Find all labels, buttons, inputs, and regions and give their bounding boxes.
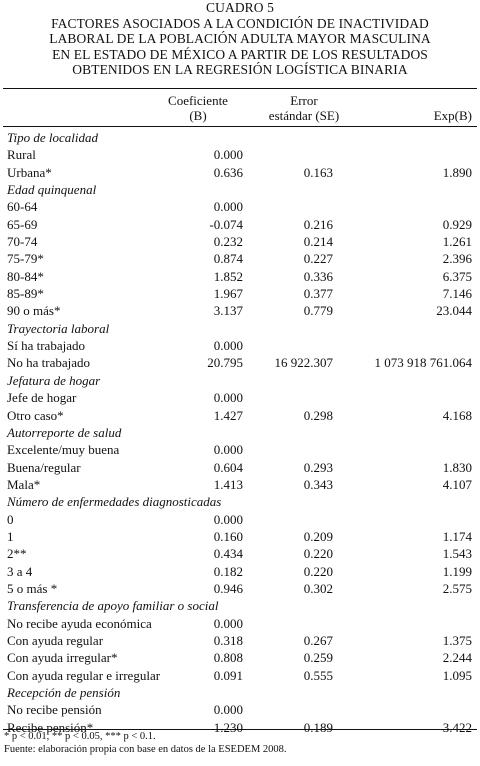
- section-heading-row: [3, 320, 477, 337]
- row-label: 2**: [7, 546, 27, 562]
- row-label: Con ayuda irregular*: [7, 650, 118, 666]
- standard-error-cell: 0.298: [303, 407, 333, 423]
- row-label: Excelente/muy buena: [7, 442, 120, 458]
- table-header: [0, 0, 480, 78]
- standard-error-cell: 16 922.307: [274, 355, 333, 371]
- coefficient-cell: 0.874: [213, 251, 243, 267]
- exp-b-cell: 1.543: [442, 546, 472, 562]
- row-label: Con ayuda regular e irregular: [7, 667, 161, 683]
- section-heading-row: [3, 684, 477, 701]
- coefficient-cell: 0.604: [213, 459, 243, 475]
- row-label: Sí ha trabajado: [7, 338, 85, 354]
- column-header-coefficient-line-2: (B): [189, 108, 207, 123]
- exp-b-cell: 7.146: [442, 286, 472, 302]
- table-row: [3, 459, 477, 476]
- exp-b-cell: 1.174: [442, 528, 472, 544]
- coefficient-cell: 0.000: [213, 702, 243, 718]
- table-row: [3, 649, 477, 666]
- significance-note: * p < 0.01, ** p < 0.05, *** p < 0.1.: [4, 731, 156, 742]
- coefficient-cell: 1.230: [213, 719, 243, 735]
- coefficient-cell: 0.091: [213, 667, 243, 683]
- standard-error-cell: 0.779: [303, 303, 333, 319]
- row-label: Buena/regular: [7, 459, 81, 475]
- table-row: [3, 216, 477, 233]
- row-label: 85-89*: [7, 286, 44, 302]
- coefficient-cell: 1.413: [213, 476, 243, 492]
- table-row: [3, 389, 477, 406]
- section-heading: Transferencia de apoyo familiar o social: [7, 598, 219, 614]
- exp-b-cell: 1.199: [442, 563, 472, 579]
- coefficient-cell: 0.000: [213, 511, 243, 527]
- coefficient-cell: 1.967: [213, 286, 243, 302]
- coefficient-cell: 1.852: [213, 268, 243, 284]
- coefficient-cell: 0.000: [213, 442, 243, 458]
- section-heading-row: [3, 181, 477, 198]
- table-row: [3, 476, 477, 493]
- standard-error-cell: 0.293: [303, 459, 333, 475]
- section-heading-row: [3, 372, 477, 389]
- table-row: [3, 441, 477, 458]
- exp-b-cell: 2.244: [442, 650, 472, 666]
- table-notes: [4, 731, 287, 756]
- standard-error-cell: 0.259: [303, 650, 333, 666]
- coefficient-cell: 0.232: [213, 234, 243, 250]
- table-row: [3, 545, 477, 562]
- table-title-line-2: LABORAL DE LA POBLACIÓN ADULTA MAYOR MASCULINA: [49, 31, 431, 47]
- standard-error-cell: 0.343: [303, 476, 333, 492]
- table-title-line-1: FACTORES ASOCIADOS A LA CONDICIÓN DE INACTIVIDAD: [51, 15, 429, 31]
- exp-b-cell: 1.890: [442, 164, 472, 180]
- column-header-se-line-1: Error: [290, 93, 318, 108]
- row-label: 75-79*: [7, 251, 44, 267]
- table-row: [3, 337, 477, 354]
- bottom-rule: [3, 729, 477, 730]
- table-row: [3, 528, 477, 545]
- table-row: [3, 146, 477, 163]
- coefficient-cell: 0.000: [213, 147, 243, 163]
- standard-error-cell: 0.220: [303, 546, 333, 562]
- coefficient-cell: 0.000: [213, 615, 243, 631]
- table-row: [3, 233, 477, 250]
- standard-error-cell: 0.163: [303, 164, 333, 180]
- column-header-exp: Exp(B): [433, 108, 472, 123]
- row-label: Otro caso*: [7, 407, 64, 423]
- row-label: No recibe pensión: [7, 702, 102, 718]
- row-label: Urbana*: [7, 164, 52, 180]
- row-label: 1: [7, 528, 14, 544]
- row-label: 90 o más*: [7, 303, 61, 319]
- standard-error-cell: 0.267: [303, 632, 333, 648]
- exp-b-cell: 1.095: [442, 667, 472, 683]
- row-label: Con ayuda regular: [7, 632, 104, 648]
- table-row: [3, 615, 477, 632]
- row-label: No ha trabajado: [7, 355, 91, 371]
- table-row: [3, 268, 477, 285]
- section-heading-row: [3, 424, 477, 441]
- table-title-line-3: EN EL ESTADO DE MÉXICO A PARTIR DE LOS RESULTADOS: [52, 46, 428, 62]
- header-rule: [3, 126, 477, 127]
- coefficient-cell: 0.318: [213, 632, 243, 648]
- column-header-standard-error: [256, 93, 352, 123]
- row-label: Rural: [7, 147, 36, 163]
- standard-error-cell: 0.377: [303, 286, 333, 302]
- coefficient-cell: -0.074: [209, 216, 243, 232]
- exp-b-cell: 4.168: [442, 407, 472, 423]
- standard-error-cell: 0.189: [303, 719, 333, 735]
- standard-error-cell: 0.336: [303, 268, 333, 284]
- exp-b-cell: 2.575: [442, 580, 472, 596]
- source-note: Fuente: elaboración propia con base en datos de la ESEDEM 2008.: [4, 743, 287, 755]
- column-header-coefficient: [150, 93, 246, 123]
- section-heading-row: [3, 129, 477, 146]
- section-heading: Trayectoria laboral: [7, 320, 110, 336]
- coefficient-cell: 0.636: [213, 164, 243, 180]
- coefficient-cell: 0.160: [213, 528, 243, 544]
- coefficient-cell: 20.795: [207, 355, 243, 371]
- table-caption: CUADRO 5: [206, 0, 274, 15]
- coefficient-cell: 0.000: [213, 338, 243, 354]
- exp-b-cell: 0.929: [442, 216, 472, 232]
- section-heading-row: [3, 597, 477, 614]
- coefficient-cell: 0.808: [213, 650, 243, 666]
- table-row: [3, 632, 477, 649]
- coefficient-cell: 0.000: [213, 390, 243, 406]
- section-heading: Edad quinquenal: [7, 182, 97, 198]
- exp-b-cell: 3.422: [442, 719, 472, 735]
- exp-b-cell: 23.044: [436, 303, 472, 319]
- row-label: Jefe de hogar: [7, 390, 77, 406]
- table-row: [3, 198, 477, 215]
- top-rule: [3, 88, 477, 89]
- coefficient-cell: 0.946: [213, 580, 243, 596]
- table-row: [3, 354, 477, 371]
- exp-b-cell: 1.261: [442, 234, 472, 250]
- section-heading: Tipo de localidad: [7, 130, 98, 145]
- table-row: [3, 285, 477, 302]
- coefficient-cell: 0.000: [213, 199, 243, 215]
- standard-error-cell: 0.216: [303, 216, 333, 232]
- table-row: [3, 250, 477, 267]
- exp-b-cell: 2.396: [442, 251, 472, 267]
- standard-error-cell: 0.227: [303, 251, 333, 267]
- section-heading: Autorreporte de salud: [7, 424, 122, 440]
- section-heading: Número de enfermedades diagnosticadas: [7, 494, 222, 510]
- coefficient-cell: 1.427: [213, 407, 243, 423]
- table-row: [3, 701, 477, 718]
- table-row: [3, 580, 477, 597]
- row-label: 3 a 4: [7, 563, 33, 579]
- standard-error-cell: 0.302: [303, 580, 333, 596]
- standard-error-cell: 0.214: [303, 234, 333, 250]
- table-title-line-4: OBTENIDOS EN LA REGRESIÓN LOGÍSTICA BINARIA: [72, 62, 408, 78]
- exp-b-cell: 6.375: [442, 268, 472, 284]
- standard-error-cell: 0.220: [303, 563, 333, 579]
- row-label: Recibe pensión*: [7, 719, 94, 735]
- exp-b-cell: 4.107: [442, 476, 472, 492]
- standard-error-cell: 0.209: [303, 528, 333, 544]
- column-header-coefficient-line-1: Coeficiente: [168, 93, 228, 108]
- coefficient-cell: 0.182: [213, 563, 243, 579]
- standard-error-cell: 0.555: [303, 667, 333, 683]
- table-row: [3, 302, 477, 319]
- row-label: 5 o más *: [7, 580, 58, 596]
- exp-b-cell: 1 073 918 761.064: [374, 355, 472, 371]
- row-label: No recibe ayuda económica: [7, 615, 152, 631]
- section-heading: Jefatura de hogar: [7, 372, 101, 388]
- coefficient-cell: 0.434: [213, 546, 243, 562]
- column-header-se-line-2: estándar (SE): [268, 108, 340, 123]
- row-label: 60-64: [7, 199, 38, 215]
- row-label: Mala*: [7, 476, 41, 492]
- table-row: [3, 407, 477, 424]
- section-heading: Recepción de pensión: [7, 685, 121, 700]
- table-row: [3, 164, 477, 181]
- regression-table: [3, 129, 477, 736]
- table-row: [3, 667, 477, 684]
- exp-b-cell: 1.830: [442, 459, 472, 475]
- exp-b-cell: 1.375: [442, 632, 472, 648]
- section-heading-row: [3, 493, 477, 510]
- row-label: 65-69: [7, 216, 38, 232]
- table-row: [3, 511, 477, 528]
- coefficient-cell: 3.137: [213, 303, 243, 319]
- row-label: 80-84*: [7, 268, 44, 284]
- table-row: [3, 563, 477, 580]
- row-label: 0: [7, 511, 14, 527]
- row-label: 70-74: [7, 234, 38, 250]
